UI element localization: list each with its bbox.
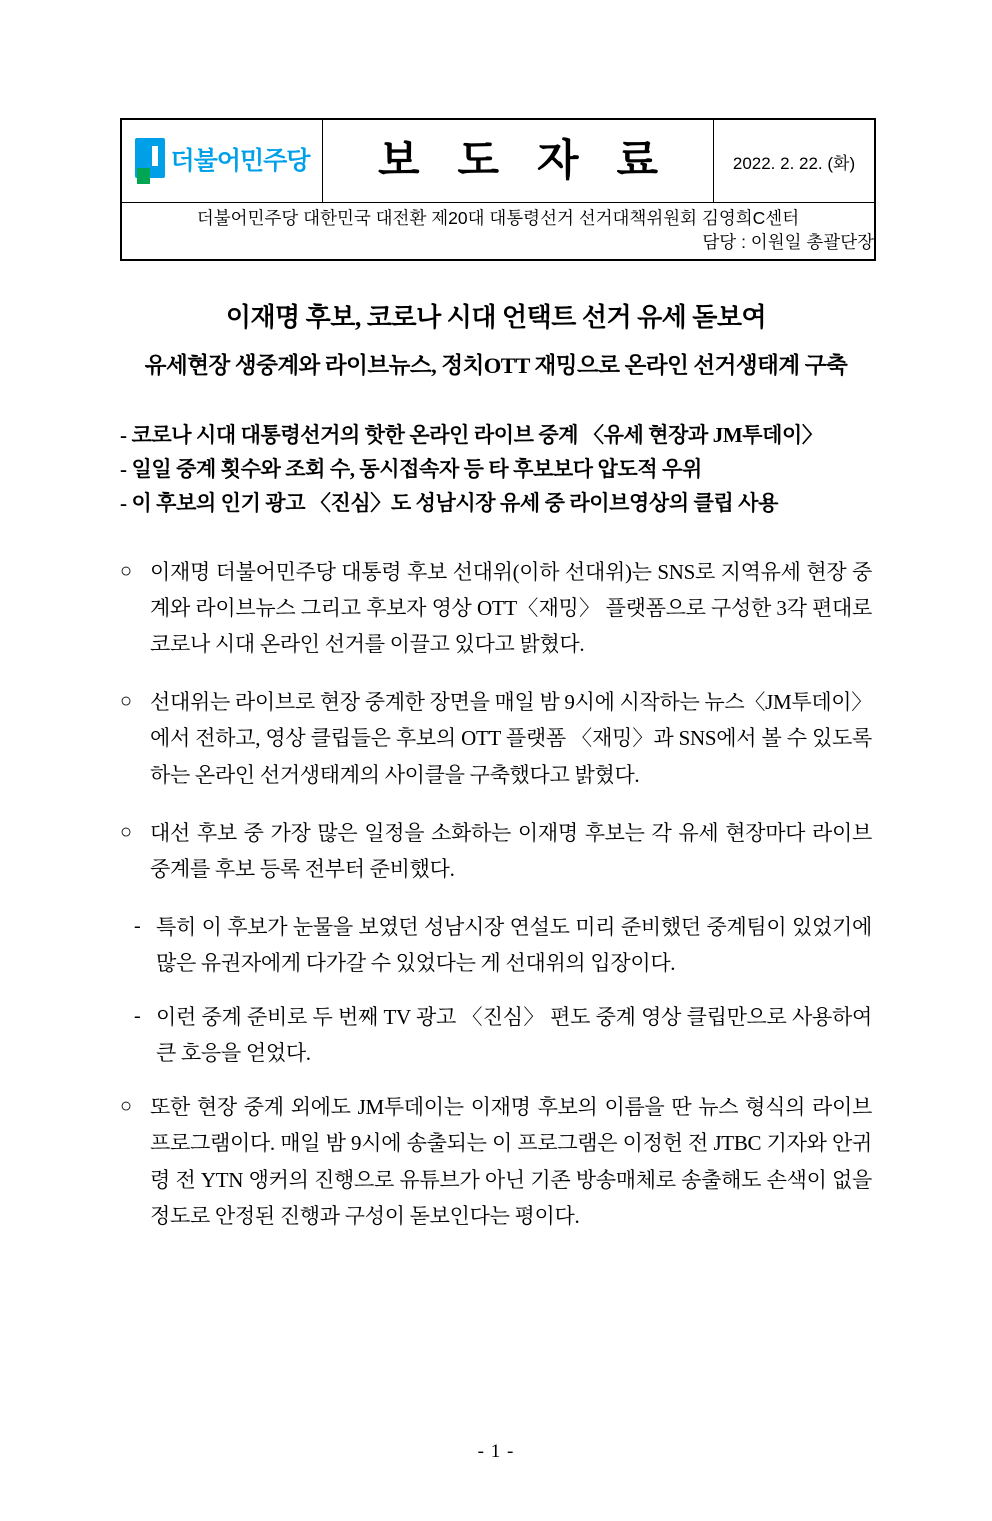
paragraph-text: 이런 중계 준비로 두 번째 TV 광고 〈진심〉 편도 중계 영상 클립만으로 사용하여 큰 호응을 얻었다. [156,1005,872,1066]
summary-bullet: - 코로나 시대 대통령선거의 핫한 온라인 라이브 중계 〈유세 현장과 JM투데이〉 [120,423,823,447]
body-content [120,554,872,1234]
page-number: - 1 - [477,1441,515,1462]
paragraph-marker: ○ [120,820,132,843]
party-logo-cell [121,119,323,203]
summary-bullets [120,418,872,520]
document-type-title: 보 도 자 료 [378,136,671,185]
paragraph-text: 특히 이 후보가 눈물을 보였던 성남시장 연설도 미리 준비했던 중계팀이 있었기에 많은 유권자에게 다가갈 수 있었다는 게 선대위의 입장이다. [156,914,872,976]
page-subtitle: 유세현장 생중계와 라이브뉴스, 정치OTT 재밍으로 온라인 선거생태계 구축 [144,353,848,378]
body-subparagraph [134,909,872,981]
party-logo [122,120,322,202]
organization-line: 더불어민주당 대한민국 대전환 제20대 대통령선거 선거대책위원회 김영희C센터 [196,208,800,229]
body-paragraph [120,554,872,662]
press-release-header [120,118,876,261]
paragraph-marker: ○ [120,560,132,583]
body-subparagraph [134,999,872,1071]
summary-bullet: - 일일 중계 횟수와 조회 수, 동시접속자 등 타 후보보다 압도적 우위 [120,457,702,482]
party-name-text: 더불어민주당 [170,146,310,175]
paragraph-text: 선대위는 라이브로 현장 중계한 장면을 매일 밤 9시에 시작하는 뉴스〈JM투데이〉에서 전하고, 영상 클립들은 후보의 OTT 플랫폼 〈재밍〉과 SNS에서 볼 수 있도록 하는 온라인 선거생태계의 사이클을 구축했다고 밝혔다. [150,690,872,787]
paragraph-marker: - [134,1005,141,1028]
document-page [0,118,992,1521]
paragraph-marker: ○ [120,1095,132,1118]
page-title: 이재명 후보, 코로나 시대 언택트 선거 유세 돋보여 [225,303,767,332]
paragraph-text: 또한 현장 중계 외에도 JM투데이는 이재명 후보의 이름을 딴 뉴스 형식의 라이브 프로그램이다. 매일 밤 9시에 송출되는 이 프로그램은 이정헌 전 JTBC 기자와 안귀령 전 YTN 앵커의 진행으로 유튜브가 아닌 기존 방송매체로 송출해도 손색이 없을 정도로 안정된 진행과 구성이 돋보인다는 평이다. [150,1095,872,1228]
body-paragraph [120,684,872,792]
paragraph-marker: - [134,914,141,937]
body-paragraph [120,815,872,887]
organization-cell [121,203,875,261]
paragraph-text: 대선 후보 중 가장 많은 일정을 소화하는 이재명 후보는 각 유세 현장마다 라이브 중계를 후보 등록 전부터 준비했다. [150,820,872,881]
summary-bullet: - 이 후보의 인기 광고 〈진심〉도 성남시장 유세 중 라이브영상의 클립 사용 [120,491,778,516]
paragraph-text: 이재명 더불어민주당 대통령 후보 선대위(이하 선대위)는 SNS로 지역유세 현장 중계와 라이브뉴스 그리고 후보자 영상 OTT〈재밍〉 플랫폼으로 구성한 3각 편대로 코로나 시대 온라인 선거를 이끌고 있다고 밝혔다. [150,560,872,657]
party-emblem-icon [135,138,165,184]
body-paragraph [120,1089,872,1233]
document-type-cell [323,119,714,203]
paragraph-marker: ○ [120,690,132,713]
document-date-cell [714,119,876,203]
contact-line: 담당 : 이원일 총괄단장 [702,232,874,252]
document-date: 2022. 2. 22. (화) [732,153,856,173]
